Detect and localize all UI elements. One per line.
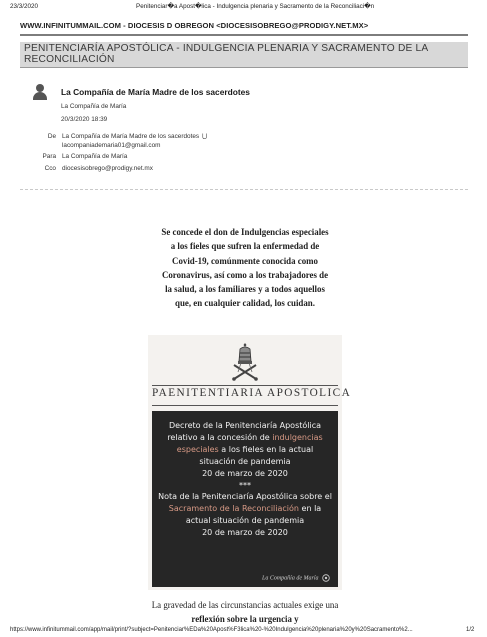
papal-tiara-keys-icon xyxy=(229,341,261,381)
circle-logo-icon xyxy=(322,574,330,582)
from-name: La Compañía de María Madre de los sacerdotes xyxy=(62,133,200,140)
decree-heading: PAENITENTIARIA APOSTOLICA xyxy=(152,387,352,399)
sender-name: La Compañía de María Madre de los sacerdotes xyxy=(61,87,250,97)
chevron-double-down-icon[interactable]: ⋃ xyxy=(202,134,208,140)
closing-bold: reflexión sobre la urgencia y xyxy=(191,614,299,624)
print-url: https://www.infinitummail.com/app/mail/print/?subject=Penitenciar%EDa%20Apost%F3lica%20-%20Indulgencia%20plenaria%20y%20Sacramento%2... xyxy=(10,627,413,633)
sender-subtitle: La Compañía de María xyxy=(61,103,127,110)
print-footer xyxy=(0,627,487,637)
page-number: 1/2 xyxy=(466,627,475,633)
heading-rule-top xyxy=(152,385,338,386)
decree-separator: *** xyxy=(239,480,251,490)
person-silhouette-icon xyxy=(33,84,47,100)
print-header xyxy=(0,3,487,15)
decree-date: 20 de marzo de 2020 xyxy=(202,468,288,478)
print-document-title: Penitenciar�a Apost�lica - Indulgencia plenaria y Sacramento de la Reconciliaci�n xyxy=(136,3,375,10)
note-date: 20 de marzo de 2020 xyxy=(202,528,288,538)
cc-label: Cco xyxy=(44,165,56,172)
email-subject: PENITENCIARÍA APOSTÓLICA - INDULGENCIA PLENARIA Y SACRAMENTO DE LA RECONCILIACIÓN xyxy=(24,43,428,65)
decree-image xyxy=(148,335,352,590)
to-value[interactable]: La Compañía de María xyxy=(62,153,128,160)
sent-date: 20/3/2020 18:39 xyxy=(61,116,108,123)
announcement-text: Se concede el don de Indulgencias especiales a los fieles que sufren la enfermedad de Covid-19, comúnmente conocida como Coronavirus, así como a los trabajadores de la salud, a los familiares y a todos aquellos que, en cualquier calidad, los cuidan. xyxy=(161,227,329,309)
from-label: De xyxy=(47,133,56,140)
header-divider xyxy=(20,34,468,36)
card-signature: La Compañía de María xyxy=(262,574,330,582)
note-highlight: Sacramento de la Reconciliación xyxy=(168,504,299,514)
from-email[interactable]: lacompaniademaria01@gmail.com xyxy=(62,142,161,149)
cc-value[interactable]: diocesisobrego@prodigy.net.mx xyxy=(62,165,153,172)
site-line: WWW.INFINITUMMAIL.COM - DIOCESIS D OBREGON <DIOCESISOBREGO@PRODIGY.NET.MX> xyxy=(20,21,369,30)
heading-rule-bottom xyxy=(152,405,338,406)
decree-text: Decreto de la Penitenciaría Apostólica relativo a la concesión de indulgencias especiales a los fieles en la actual situación de pandemia 20 de marzo de 2020 *** Nota de la Penitenciaría Apostólica sobre el Sacramento de la Reconciliación en la actual situación de pandemia 20 de marzo de 2020 xyxy=(158,421,332,538)
subject-bar xyxy=(20,42,468,68)
decree-highlight: indulgencias especiales xyxy=(176,432,323,454)
from-field[interactable] xyxy=(62,133,207,140)
print-date: 23/3/2020 xyxy=(10,3,39,10)
closing-text: La gravedad de las circunstancias actuales exige una reflexión sobre la urgencia y xyxy=(151,600,339,624)
message-divider xyxy=(20,189,468,190)
decree-panel xyxy=(152,411,338,587)
to-label: Para xyxy=(42,153,56,160)
